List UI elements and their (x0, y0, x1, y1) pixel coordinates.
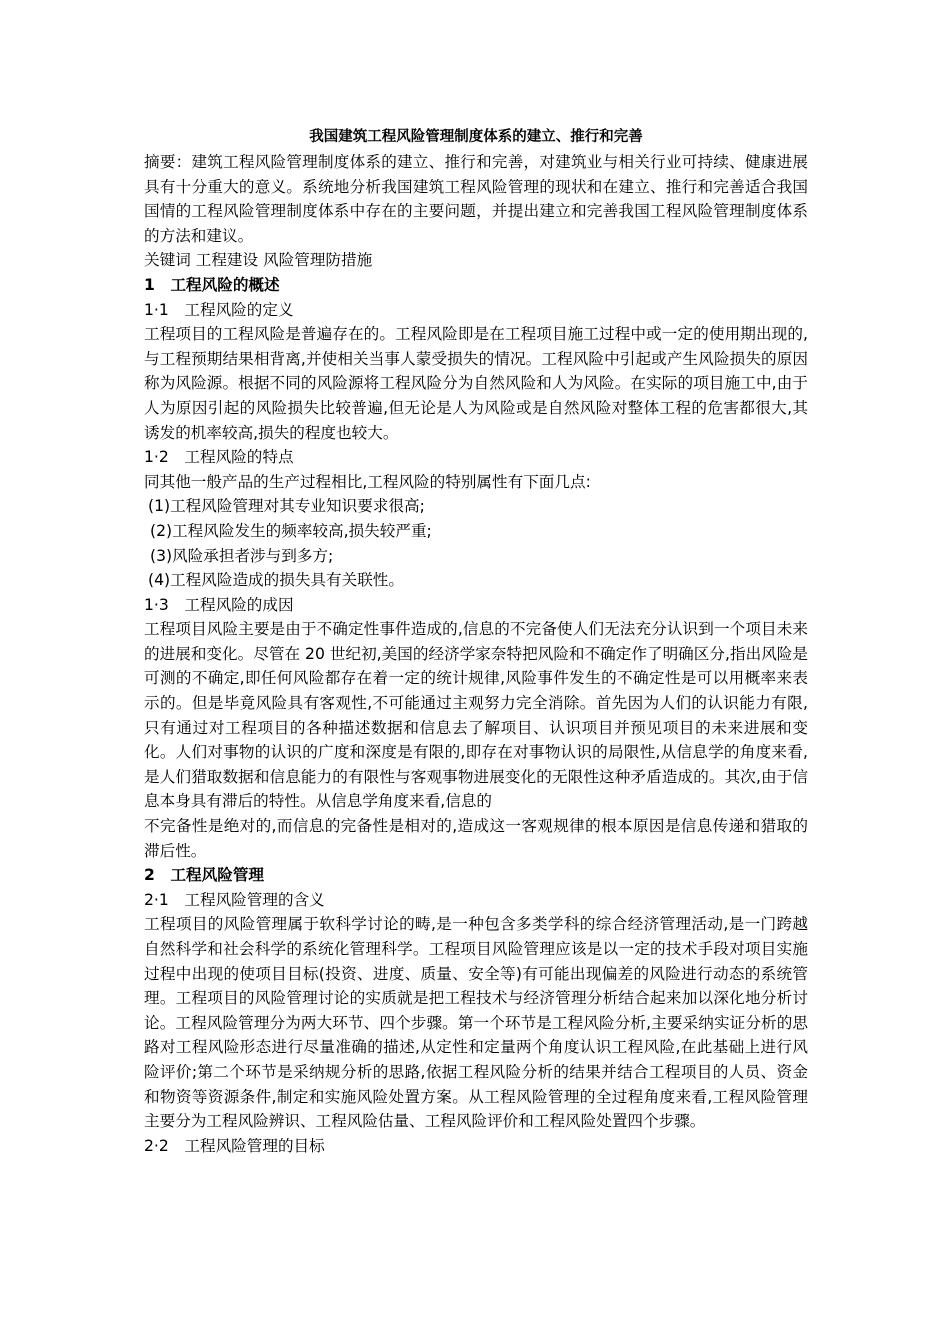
list-item: (4)工程风险造成的损失具有关联性。 (148, 571, 404, 590)
section-1-3-paragraph: 工程项目风险主要是由于不确定性事件造成的,信息的不完备使人们无法充分认识到一个项目未来的进展和变化。尽管在 20 世纪初,美国的经济学家奈特把风险和不确定作了明确区分,指出风险是可测的不确定,即任何风险都存在着一定的统计规律,风险事件发生的不确定性是可以用概率来表示的。但是毕竟风险具有客观性,不可能通过主观努力完全消除。首先因为人们的认识能力有限,只有通过对工程项目的各种描述数据和信息去了解项目、认识项目并预见项目的未来进展和变化。人们对事物的认识的广度和深度是有限的,即存在对事物认识的局限性,从信息学的角度来看,是人们猎取数据和信息能力的有限性与客观事物进展变化的无限性这种矛盾造成的。其次,由于信息本身具有滞后的特性。从信息学角度来看,信息的 (144, 620, 808, 811)
section-1-2-heading: 1·2 工程风险的特点 (144, 448, 294, 467)
document-title: 我国建筑工程风险管理制度体系的建立、推行和完善 (309, 129, 643, 145)
section-1-heading: 1 工程风险的概述 (144, 275, 280, 294)
section-1-3-paragraph-continued: 不完备性是绝对的,而信息的完备性是相对的,造成这一客观规律的根本原因是信息传递和猎取的滞后性。 (144, 817, 808, 860)
list-item: (3)风险承担者涉与到多方; (150, 546, 334, 565)
section-1-2-intro: 同其他一般产品的生产过程相比,工程风险的特别属性有下面几点: (144, 472, 591, 491)
section-2-2-heading: 2·2 工程风险管理的目标 (144, 1136, 325, 1155)
section-2-heading: 2 工程风险管理 (144, 866, 265, 885)
section-2-1-heading: 2·1 工程风险管理的含义 (144, 890, 325, 909)
keywords-line: 关键词 工程建设 风险管理防措施 (144, 251, 373, 270)
section-1-1-heading: 1·1 工程风险的定义 (144, 300, 294, 319)
abstract-paragraph: 摘要：建筑工程风险管理制度体系的建立、推行和完善，对建筑业与相关行业可持续、健康进展具有十分重大的意义。系统地分析我国建筑工程风险管理的现状和在建立、推行和完善适合我国国情的工程风险管理制度体系中存在的主要问题，并提出建立和完善我国工程风险管理制度体系的方法和建议。 (144, 153, 808, 245)
document-page (144, 124, 808, 1158)
list-item: (1)工程风险管理对其专业知识要求很高; (148, 497, 425, 516)
section-1-1-paragraph: 工程项目的工程风险是普遍存在的。工程风险即是在工程项目施工过程中或一定的使用期出现的,与工程预期结果相背离,并使相关当事人蒙受损失的情况。工程风险中引起或产生风险损失的原因称为风险源。根据不同的风险源将工程风险分为自然风险和人为风险。在实际的项目施工中,由于人为原因引起的风险损失比较普遍,但无论是人为风险或是自然风险对整体工程的危害都很大,其诱发的机率较高,损失的程度也较大。 (144, 325, 808, 442)
list-item: (2)工程风险发生的频率较高,损失较严重; (150, 521, 432, 540)
section-2-1-paragraph: 工程项目的风险管理属于软科学讨论的畴,是一种包含多类学科的综合经济管理活动,是一门跨越自然科学和社会科学的系统化管理科学。工程项目风险管理应该是以一定的技术手段对项目实施过程中出现的使项目目标(投资、进度、质量、安全等)有可能出现偏差的风险进行动态的系统管理。工程项目的风险管理讨论的实质就是把工程技术与经济管理分析结合起来加以深化地分析讨论。工程风险管理分为两大环节、四个步骤。第一个环节是工程风险分析,主要采纳实证分析的思路对工程风险形态进行尽量准确的描述,从定性和定量两个角度认识工程风险,在此基础上进行风险评价;第二个环节是采纳规分析的思路,依据工程风险分析的结果并结合工程项目的人员、资金和物资等资源条件,制定和实施风险处置方案。从工程风险管理的全过程角度来看,工程风险管理主要分为工程风险辨识、工程风险估量、工程风险评价和工程风险处置四个步骤。 (144, 915, 808, 1131)
section-1-3-heading: 1·3 工程风险的成因 (144, 595, 294, 614)
